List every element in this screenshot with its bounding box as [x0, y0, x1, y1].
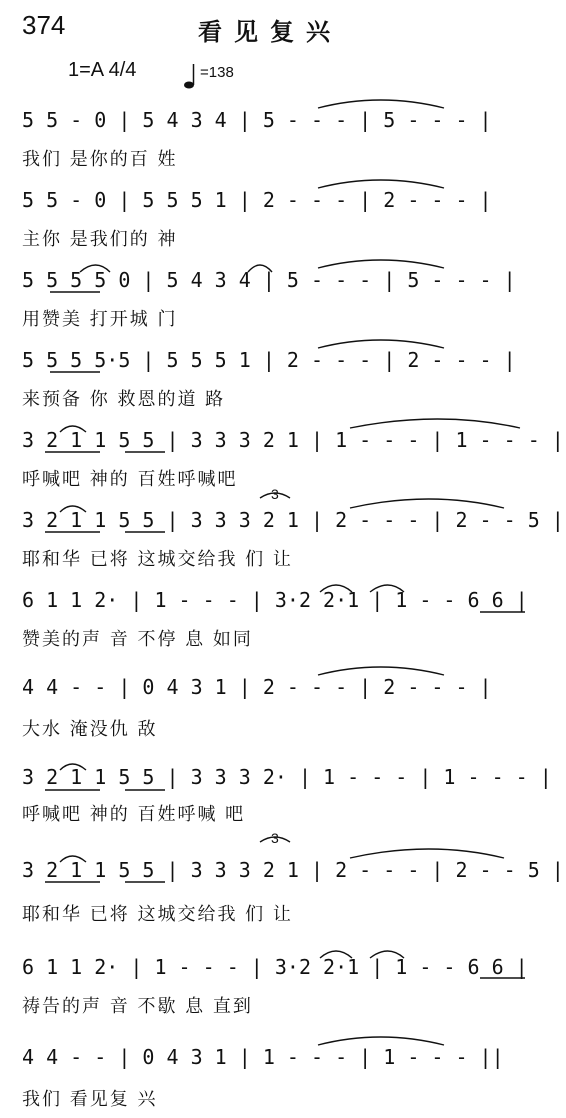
tempo-marking: =138 [200, 64, 234, 81]
key-signature: 1=A 4/4 [68, 59, 137, 81]
lyric-line-2: 主你 是我们的 神 [22, 229, 178, 250]
lyric-line-8: 大水 淹没仇 敌 [22, 719, 158, 740]
lyric-line-1: 我们 是你的百 姓 [22, 149, 178, 170]
lyric-line-12: 我们 看见复 兴 [22, 1089, 158, 1110]
notation-line-7: 6 1 1 2· | 1 - - - | 3·2 2·1 | 1 - - 6 6 | [22, 588, 528, 612]
hymn-title: 看见复兴 [198, 18, 342, 46]
notation-line-5: 3 2 1 1 5 5 | 3 3 3 2 1 | 1 - - - | 1 - - - | [22, 428, 564, 452]
notation-line-10: 3 2 1 1 5 5 | 3 3 3 2 1 | 2 - - - | 2 - - 5 | [22, 858, 564, 882]
notation-line-1: 5 5 - 0 | 5 4 3 4 | 5 - - - | 5 - - - | [22, 108, 492, 132]
triplet-mark: 3 [271, 830, 279, 846]
triplet-mark: 3 [271, 486, 279, 502]
notation-line-11: 6 1 1 2· | 1 - - - | 3·2 2·1 | 1 - - 6 6 | [22, 955, 528, 979]
notation-line-6: 3 2 1 1 5 5 | 3 3 3 2 1 | 2 - - - | 2 - - 5 | [22, 508, 564, 532]
lyric-line-9: 呼喊吧 神的 百姓呼喊 吧 [22, 804, 246, 825]
lyric-line-7: 赞美的声 音 不停 息 如同 [22, 629, 253, 650]
lyric-line-5: 呼喊吧 神的 百姓呼喊吧 [22, 469, 238, 490]
notation-line-3: 5 5 5 5 0 | 5 4 3 4 | 5 - - - | 5 - - - | [22, 268, 516, 292]
notation-line-9: 3 2 1 1 5 5 | 3 3 3 2· | 1 - - - | 1 - - - | [22, 765, 552, 789]
hymn-number: 374 [22, 10, 66, 40]
notation-line-4: 5 5 5 5·5 | 5 5 5 1 | 2 - - - | 2 - - - | [22, 348, 516, 372]
lyric-line-3: 用赞美 打开城 门 [22, 309, 178, 330]
notation-line-12: 4 4 - - | 0 4 3 1 | 1 - - - | 1 - - - || [22, 1045, 504, 1069]
lyric-line-10: 耶和华 已将 这城交给我 们 让 [22, 904, 293, 925]
lyric-line-4: 来预备 你 救恩的道 路 [22, 389, 226, 410]
notation-line-8: 4 4 - - | 0 4 3 1 | 2 - - - | 2 - - - | [22, 675, 492, 699]
notation-line-2: 5 5 - 0 | 5 5 5 1 | 2 - - - | 2 - - - | [22, 188, 492, 212]
lyric-line-6: 耶和华 已将 这城交给我 们 让 [22, 549, 293, 570]
lyric-line-11: 祷告的声 音 不歇 息 直到 [22, 996, 253, 1017]
